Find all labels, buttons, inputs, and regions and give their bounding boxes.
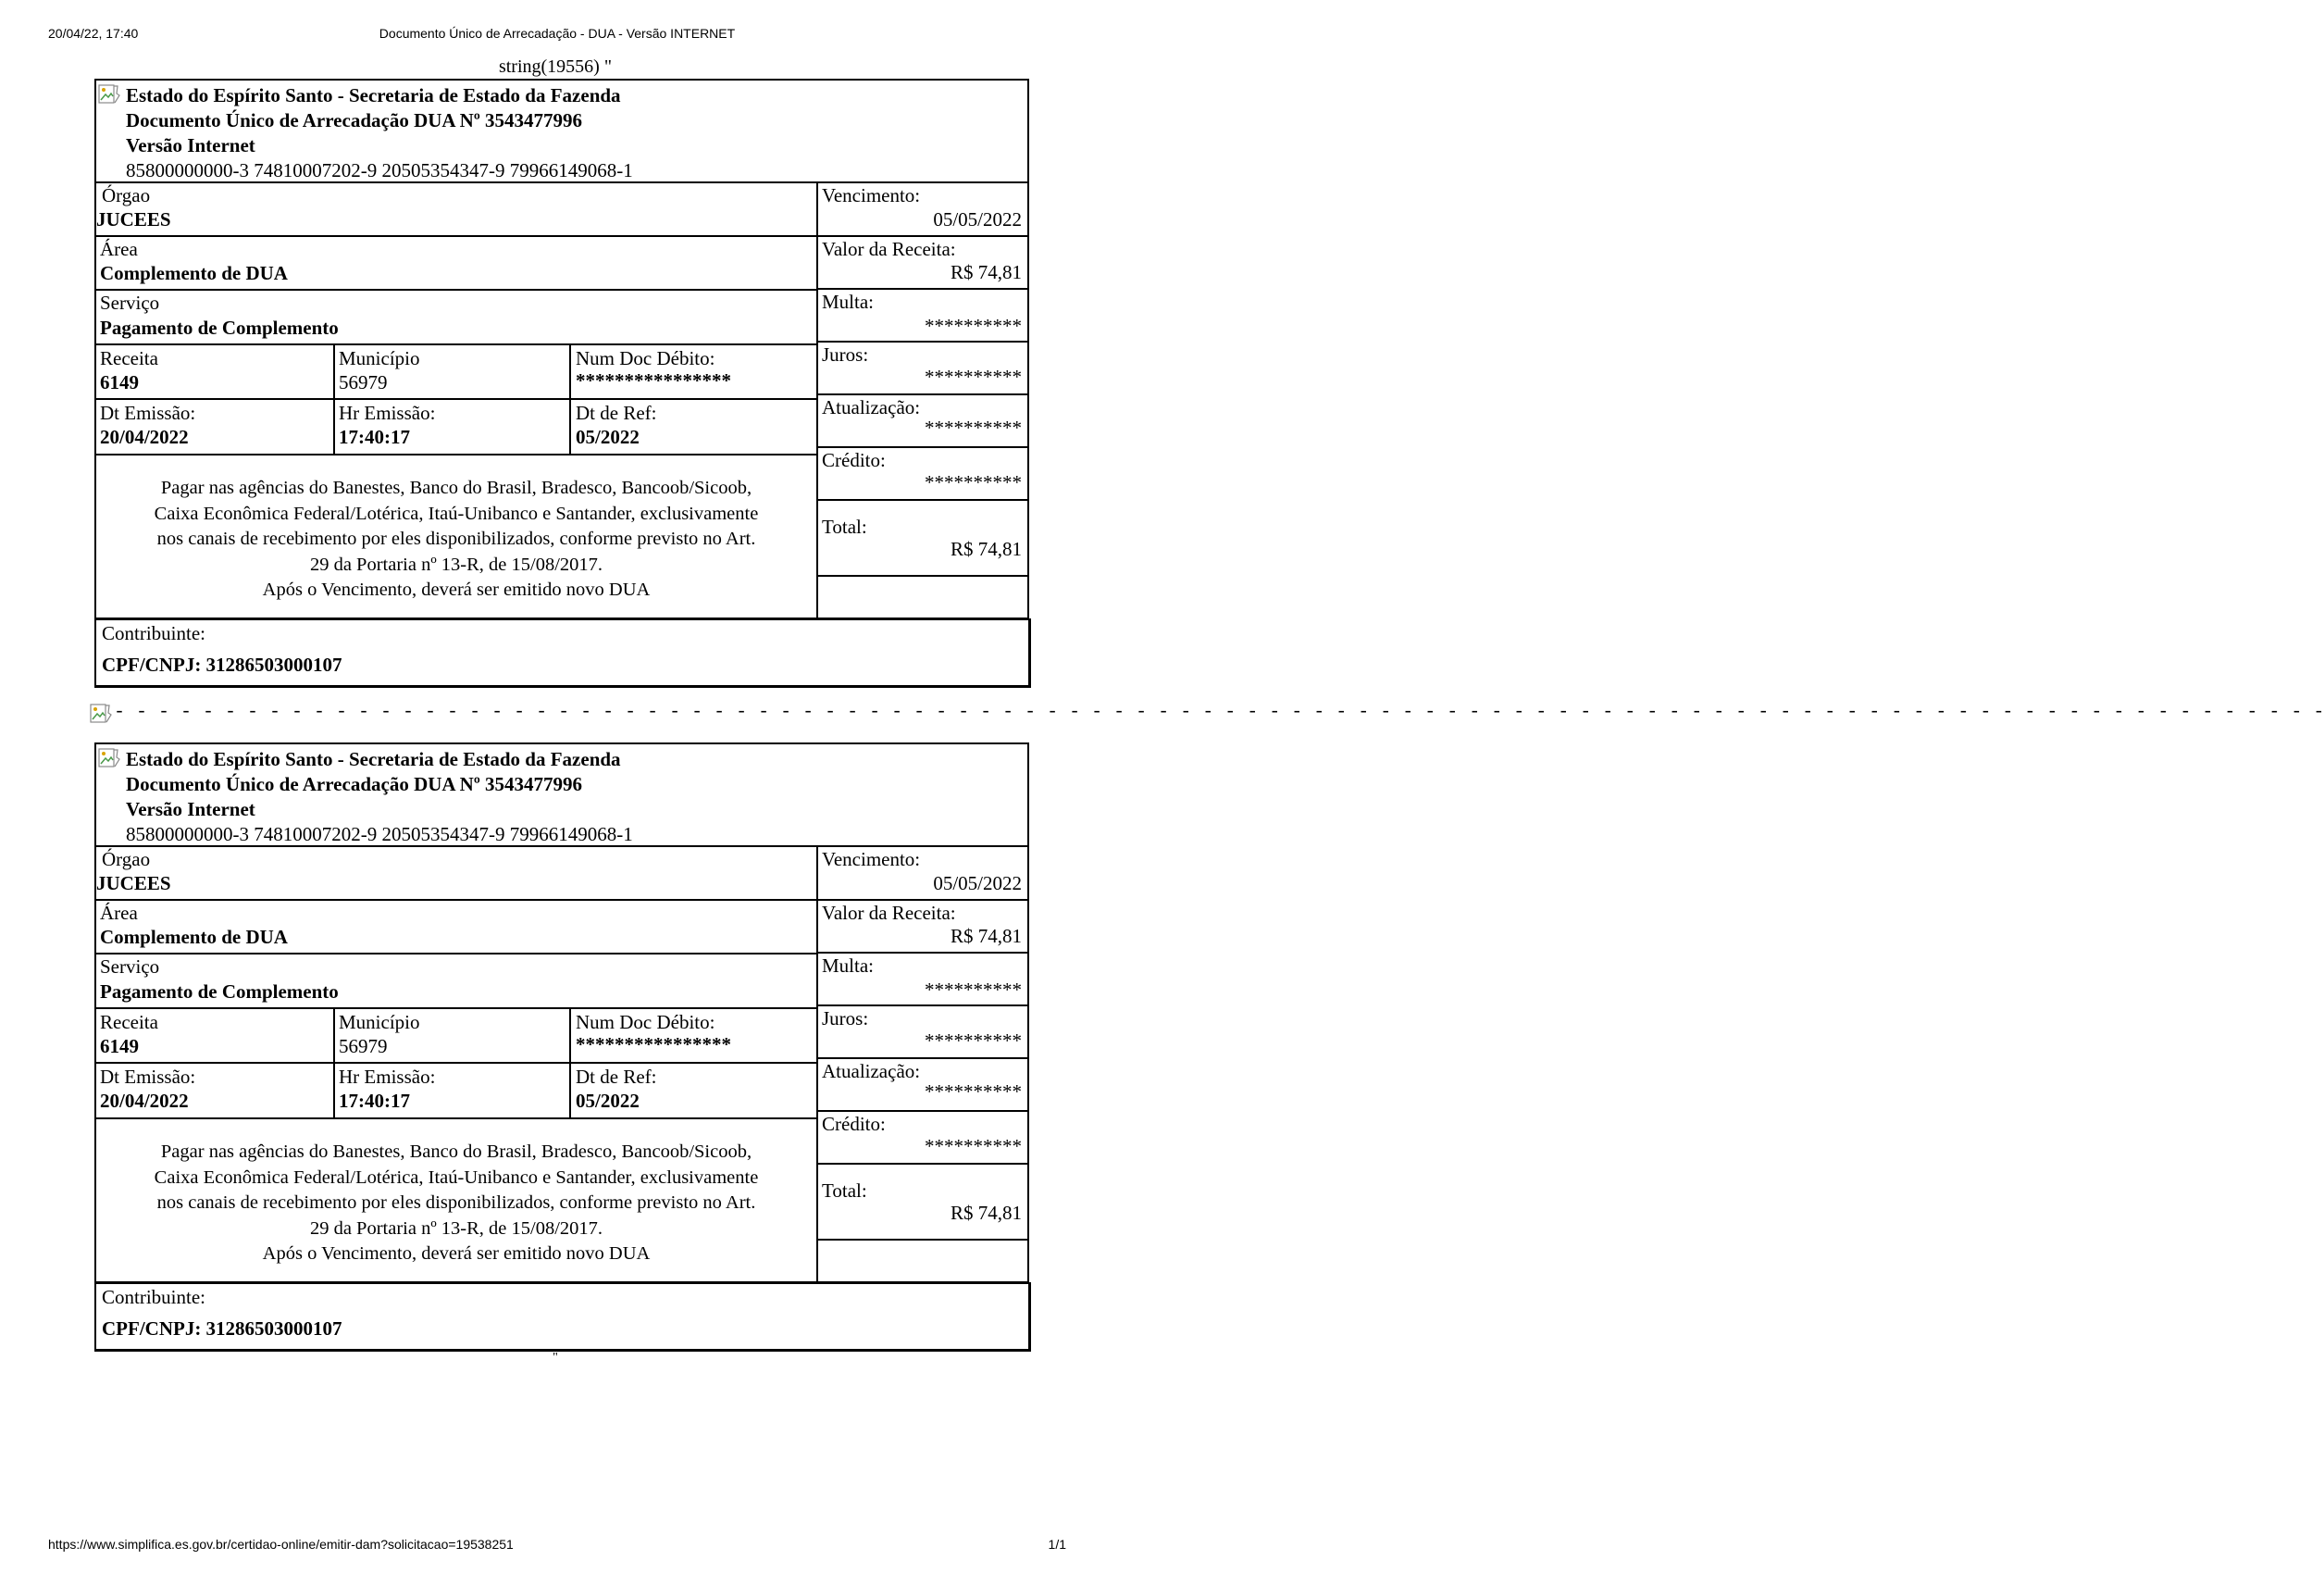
- contribuinte-cpf-cnpj: CPF/CNPJ: 31286503000107: [102, 654, 342, 676]
- orgao-label: Órgao: [102, 848, 151, 870]
- credito-cell: [816, 1112, 1027, 1165]
- broken-image-icon: [98, 84, 120, 105]
- dua-details: [94, 845, 818, 1283]
- valor-receita-cell: [816, 237, 1027, 290]
- multa-label: Multa:: [822, 291, 874, 313]
- orgao-row: [96, 847, 816, 901]
- dt-ref-label: Dt de Ref:: [576, 402, 657, 424]
- valor-receita-label: Valor da Receita:: [822, 902, 956, 924]
- barcode-line: 85800000000-3 74810007202-9 20505354347-9 79966149068-1: [126, 823, 633, 845]
- valor-receita-label: Valor da Receita:: [822, 238, 956, 260]
- atualizacao-cell: [816, 1059, 1027, 1112]
- dua-header: [94, 742, 1029, 847]
- vencimento-value: 05/05/2022: [933, 872, 1022, 894]
- dua-details: [94, 181, 818, 619]
- print-header: [48, 26, 1066, 44]
- receita-value: 6149: [100, 371, 139, 393]
- juros-value: **********: [925, 366, 1022, 388]
- multa-value: **********: [925, 979, 1022, 1001]
- header-document-number: Documento Único de Arrecadação DUA Nº 3543477996: [126, 109, 582, 131]
- servico-row: [96, 954, 816, 1009]
- string-dump-text: string(19556) ": [498, 56, 613, 77]
- valor-receita-value: R$ 74,81: [950, 925, 1022, 947]
- print-footer: [48, 1537, 1066, 1555]
- dua-form-copy-1: [94, 79, 1029, 688]
- total-label: Total:: [822, 1179, 867, 1202]
- municipio-value: 56979: [339, 371, 388, 393]
- hr-emissao-label: Hr Emissão:: [339, 1066, 436, 1088]
- page-count: 1/1: [1048, 1537, 1066, 1552]
- credito-cell: [816, 448, 1027, 501]
- vencimento-cell: [816, 847, 1027, 901]
- orgao-value: JUCEES: [96, 872, 171, 894]
- dt-emissao-value: 20/04/2022: [100, 426, 189, 448]
- servico-label: Serviço: [100, 955, 160, 978]
- multa-value: **********: [925, 315, 1022, 337]
- header-state-secretariat: Estado do Espírito Santo - Secretaria de Estado da Fazenda: [126, 84, 621, 106]
- print-url: https://www.simplifica.es.gov.br/certidao-online/emitir-dam?solicitacao=19538251: [48, 1537, 514, 1552]
- header-version: Versão Internet: [126, 798, 255, 820]
- vencimento-cell: [816, 183, 1027, 237]
- dua-header: [94, 79, 1029, 183]
- payment-instructions: Pagar nas agências do Banestes, Banco do Brasil, Bradesco, Bancoob/Sicoob, Caixa Econômica Federal/Lotérica, Itaú-Unibanco e Santander, exclusivamente nos canais de recebimento por eles disponibilizados, conforme previsto no Art. 29 da Portaria nº 13-R, de 15/08/2017. Após o Vencimento, deverá ser emitido novo DUA: [154, 478, 759, 600]
- payment-instructions: Pagar nas agências do Banestes, Banco do Brasil, Bradesco, Bancoob/Sicoob, Caixa Econômica Federal/Lotérica, Itaú-Unibanco e Santander, exclusivamente nos canais de recebimento por eles disponibilizados, conforme previsto no Art. 29 da Portaria nº 13-R, de 15/08/2017. Após o Vencimento, deverá ser emitido novo DUA: [154, 1142, 759, 1264]
- juros-cell: [816, 343, 1027, 395]
- servico-value: Pagamento de Complemento: [100, 317, 339, 339]
- total-label: Total:: [822, 516, 867, 538]
- atualizacao-label: Atualização:: [822, 396, 921, 418]
- total-value: R$ 74,81: [950, 1202, 1022, 1224]
- dt-emissao-label: Dt Emissão:: [100, 402, 196, 424]
- orgao-label: Órgao: [102, 184, 151, 206]
- num-doc-debito-label: Num Doc Débito:: [576, 1011, 715, 1033]
- atualizacao-value: **********: [925, 417, 1022, 439]
- area-label: Área: [100, 238, 138, 260]
- area-row: [96, 237, 816, 291]
- print-datetime: 20/04/22, 17:40: [48, 26, 139, 41]
- dua-form-copy-2: [94, 742, 1029, 1352]
- dt-emissao-label: Dt Emissão:: [100, 1066, 196, 1088]
- area-row: [96, 901, 816, 954]
- servico-label: Serviço: [100, 292, 160, 314]
- receita-label: Receita: [100, 347, 158, 369]
- dt-ref-label: Dt de Ref:: [576, 1066, 657, 1088]
- header-version: Versão Internet: [126, 134, 255, 156]
- receita-value: 6149: [100, 1035, 139, 1057]
- area-value: Complemento de DUA: [100, 262, 288, 284]
- contribuinte-label: Contribuinte:: [102, 1286, 205, 1308]
- contribuinte-box: [94, 618, 1031, 688]
- area-value: Complemento de DUA: [100, 926, 288, 948]
- atualizacao-value: **********: [925, 1080, 1022, 1103]
- dt-ref-value: 05/2022: [576, 1090, 640, 1112]
- juros-label: Juros:: [822, 1007, 869, 1029]
- vencimento-value: 05/05/2022: [933, 208, 1022, 231]
- dt-emissao-value: 20/04/2022: [100, 1090, 189, 1112]
- servico-row: [96, 291, 816, 345]
- contribuinte-label: Contribuinte:: [102, 622, 205, 644]
- credito-value: **********: [925, 471, 1022, 493]
- credito-value: **********: [925, 1135, 1022, 1157]
- cut-line-separator: - - - - - - - - - - - - - - - - - - - - - - - - - - - - - - - - - - - - - - - - - - - - - - - - - - - - - - - - - - - - - - - - - - - - - - - - - - - - - - - - - - - - - - - - - - - - - - - - - - - -: [114, 702, 2324, 723]
- total-value: R$ 74,81: [950, 538, 1022, 560]
- hr-emissao-value: 17:40:17: [339, 1090, 410, 1112]
- atualizacao-cell: [816, 395, 1027, 448]
- municipio-label: Município: [339, 347, 420, 369]
- juros-cell: [816, 1006, 1027, 1059]
- multa-cell: [816, 954, 1027, 1006]
- dua-values: [816, 181, 1029, 619]
- valor-receita-cell: [816, 901, 1027, 954]
- atualizacao-label: Atualização:: [822, 1060, 921, 1082]
- header-state-secretariat: Estado do Espírito Santo - Secretaria de Estado da Fazenda: [126, 748, 621, 770]
- print-page-title: Documento Único de Arrecadação - DUA - Versão INTERNET: [379, 26, 736, 41]
- servico-value: Pagamento de Complemento: [100, 980, 339, 1003]
- header-document-number: Documento Único de Arrecadação DUA Nº 3543477996: [126, 773, 582, 795]
- valor-receita-value: R$ 74,81: [950, 261, 1022, 283]
- contribuinte-box: [94, 1282, 1031, 1352]
- num-doc-debito-label: Num Doc Débito:: [576, 347, 715, 369]
- emissao-row: [96, 1064, 816, 1119]
- dua-values: [816, 845, 1029, 1283]
- broken-image-icon: [90, 704, 112, 724]
- credito-label: Crédito:: [822, 1113, 886, 1135]
- broken-image-icon: [98, 748, 120, 768]
- num-doc-debito-value: ****************: [576, 1033, 731, 1055]
- hr-emissao-value: 17:40:17: [339, 426, 410, 448]
- credito-label: Crédito:: [822, 449, 886, 471]
- multa-cell: [816, 290, 1027, 343]
- vencimento-label: Vencimento:: [822, 848, 921, 870]
- contribuinte-cpf-cnpj: CPF/CNPJ: 31286503000107: [102, 1317, 342, 1340]
- multa-label: Multa:: [822, 954, 874, 977]
- dt-ref-value: 05/2022: [576, 426, 640, 448]
- total-cell: [816, 501, 1027, 577]
- receita-row: [96, 1009, 816, 1064]
- receita-label: Receita: [100, 1011, 158, 1033]
- orgao-value: JUCEES: [96, 208, 171, 231]
- vencimento-label: Vencimento:: [822, 184, 921, 206]
- municipio-label: Município: [339, 1011, 420, 1033]
- emissao-row: [96, 400, 816, 455]
- juros-label: Juros:: [822, 343, 869, 366]
- num-doc-debito-value: ****************: [576, 369, 731, 392]
- juros-value: **********: [925, 1029, 1022, 1052]
- barcode-line: 85800000000-3 74810007202-9 20505354347-9 79966149068-1: [126, 159, 633, 181]
- hr-emissao-label: Hr Emissão:: [339, 402, 436, 424]
- orgao-row: [96, 183, 816, 237]
- receita-row: [96, 345, 816, 400]
- municipio-value: 56979: [339, 1035, 388, 1057]
- closing-quote-text: ": [553, 1351, 558, 1365]
- area-label: Área: [100, 902, 138, 924]
- total-cell: [816, 1165, 1027, 1241]
